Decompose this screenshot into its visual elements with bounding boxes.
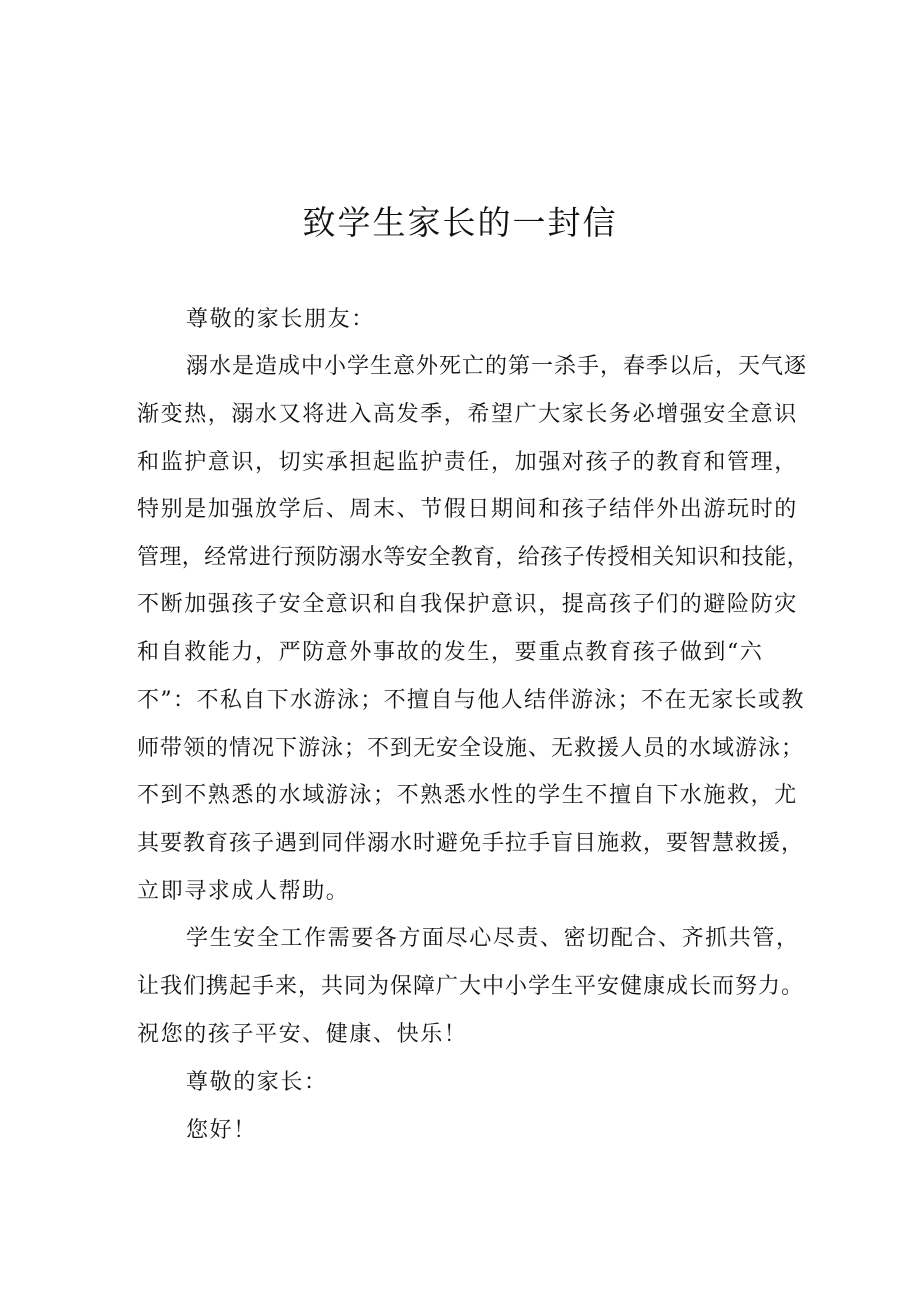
salutation: 尊敬的家长朋友： bbox=[186, 307, 375, 332]
paragraph-1-line-7: 和自救能力，严防意外事故的发生，要重点教育孩子做到“六 bbox=[137, 640, 764, 665]
paragraph-2-line-2: 让我们携起手来，共同为保障广大中小学生平安健康成长而努力。 bbox=[137, 974, 805, 999]
paragraph-1-line-4: 特别是加强放学后、周末、节假日期间和孩子结伴外出游玩时的 bbox=[137, 497, 798, 522]
paragraph-1-line-8: 不”：不私自下水游泳；不擅自与他人结伴游泳；不在无家长或教 bbox=[137, 688, 805, 713]
paragraph-1-line-1: 溺水是造成中小学生意外死亡的第一杀手，春季以后，天气逐 bbox=[186, 354, 808, 379]
paragraph-1-line-3: 和监护意识，切实承担起监护责任，加强对孩子的教育和管理， bbox=[137, 450, 798, 475]
paragraph-1-line-11: 其要教育孩子遇到同伴溺水时避免手拉手盲目施救，要智慧救援， bbox=[137, 831, 805, 856]
page-title: 致学生家长的一封信 bbox=[302, 203, 618, 242]
paragraph-2-line-3: 祝您的孩子平安、健康、快乐！ bbox=[137, 1022, 468, 1047]
paragraph-1-line-5: 管理，经常进行预防溺水等安全教育，给孩子传授相关知识和技能， bbox=[137, 545, 810, 570]
greeting: 您好！ bbox=[186, 1118, 257, 1143]
paragraph-1-line-2: 渐变热，溺水又将进入高发季，希望广大家长务必增强安全意识 bbox=[137, 402, 798, 427]
salutation-2: 尊敬的家长： bbox=[186, 1070, 328, 1095]
paragraph-1-line-6: 不断加强孩子安全意识和自我保护意识，提高孩子们的避险防灾 bbox=[137, 592, 798, 617]
paragraph-2-line-1: 学生安全工作需要各方面尽心尽责、密切配合、齐抓共管， bbox=[186, 926, 800, 951]
paragraph-1-line-10: 不到不熟悉的水域游泳；不熟悉水性的学生不擅自下水施救，尤 bbox=[137, 783, 798, 808]
paragraph-1-line-9: 师带领的情况下游泳；不到无安全设施、无救援人员的水域游泳； bbox=[137, 736, 805, 761]
paragraph-1-line-12: 立即寻求成人帮助。 bbox=[137, 879, 350, 904]
